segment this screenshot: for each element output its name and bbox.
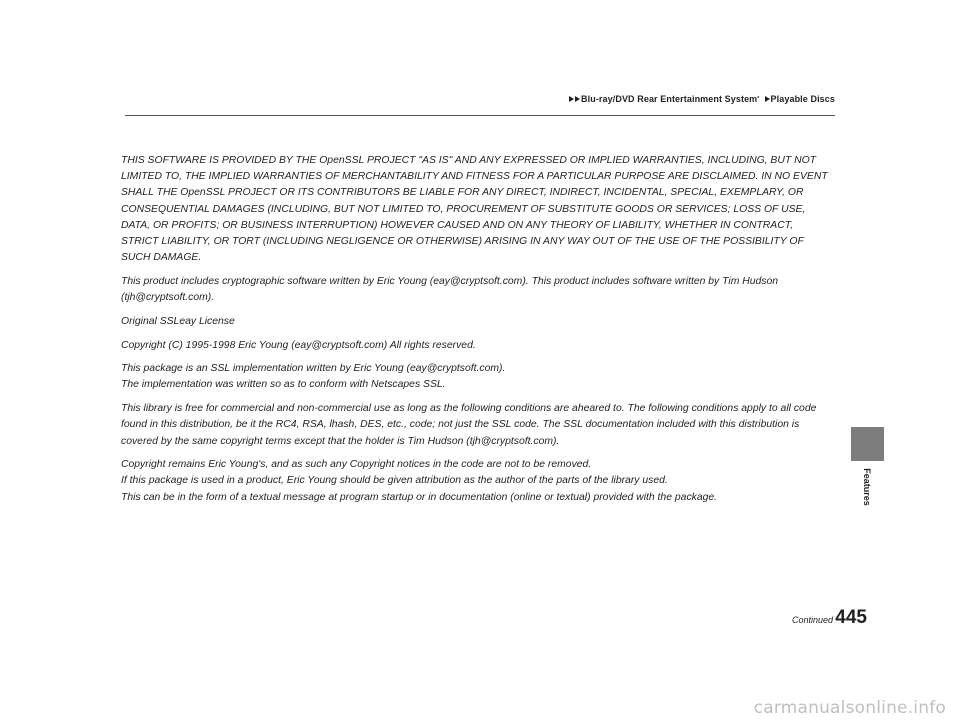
attribution-paragraph xyxy=(121,457,833,506)
breadcrumb-arrow-icon xyxy=(569,96,574,102)
breadcrumb-arrow-icon xyxy=(765,96,770,102)
section-tab-marker xyxy=(851,427,884,461)
copyright-line: Copyright (C) 1995-1998 Eric Young (eay@cryptsoft.com) All rights reserved. xyxy=(121,339,476,351)
attribution-line: This can be in the form of a textual message at program startup or in documentation (online or textual) provided with the package. xyxy=(121,491,718,503)
continued-label: Continued xyxy=(791,615,833,625)
cryptographic-notice: This product includes cryptographic software written by Eric Young (eay@cryptsoft.com). This product includes software written by Tim Hudson (tjh@cryptsoft.com). xyxy=(121,275,779,304)
license-text xyxy=(121,153,833,513)
library-usage-paragraph: This library is free for commercial and non-commercial use as long as the following conditions are aheared to. The following conditions apply to all code found in this distribution, be it the RC4, RSA, lhash, DES, etc., code; not just the SSL code. The SSL documentation included with this distribution is covered by the same copyright terms except that the holder is Tim Hudson (tjh@cryptsoft.com). xyxy=(121,403,817,447)
license-heading: Original SSLeay License xyxy=(121,315,235,327)
attribution-line: Copyright remains Eric Young's, and as such any Copyright notices in the code are not to be removed. xyxy=(121,459,592,471)
breadcrumb-arrow-icon xyxy=(575,96,580,102)
breadcrumb-section: Blu-ray/DVD Rear Entertainment System xyxy=(581,94,758,104)
ssl-package-paragraph xyxy=(121,361,833,393)
watermark: carmanualsonline.info xyxy=(753,698,946,718)
warranty-disclaimer: THIS SOFTWARE IS PROVIDED BY THE OpenSSL PROJECT "AS IS" AND ANY EXPRESSED OR IMPLIED WARRANTIES, INCLUDING, BUT NOT LIMITED TO, THE IMPLIED WARRANTIES OF MERCHANTABILITY AND FITNESS FOR A PARTICULAR PURPOSE ARE DISCLAIMED. IN NO EVENT SHALL THE OpenSSL PROJECT OR ITS CONTRIBUTORS BE LIABLE FOR ANY DIRECT, INDIRECT, INCIDENTAL, SPECIAL, EXEMPLARY, OR CONSEQUENTIAL DAMAGES (INCLUDING, BUT NOT LIMITED TO, PROCUREMENT OF SUBSTITUTE GOODS OR SERVICES; LOSS OF USE, DATA, OR PROFITS; OR BUSINESS INTERRUPTION) HOWEVER CAUSED AND ON ANY THEORY OF LIABILITY, WHETHER IN CONTRACT, STRICT LIABILITY, OR TORT (INCLUDING NEGLIGENCE OR OTHERWISE) ARISING IN ANY WAY OUT OF THE USE OF THE POSSIBILITY OF SUCH DAMAGE. xyxy=(121,155,828,264)
section-tab-label: Features xyxy=(862,468,872,506)
ssl-package-line: The implementation was written so as to conform with Netscapes SSL. xyxy=(121,379,446,391)
ssl-package-line: This package is an SSL implementation written by Eric Young (eay@cryptsoft.com). xyxy=(121,363,506,375)
attribution-line: If this package is used in a product, Eric Young should be given attribution as the author of the parts of the library used. xyxy=(121,475,668,487)
page-number: 445 xyxy=(835,607,867,628)
breadcrumb-page: Playable Discs xyxy=(770,94,835,104)
breadcrumb: Blu-ray/DVD Rear Entertainment System * Playable Discs xyxy=(569,94,835,104)
header-divider xyxy=(125,115,835,116)
